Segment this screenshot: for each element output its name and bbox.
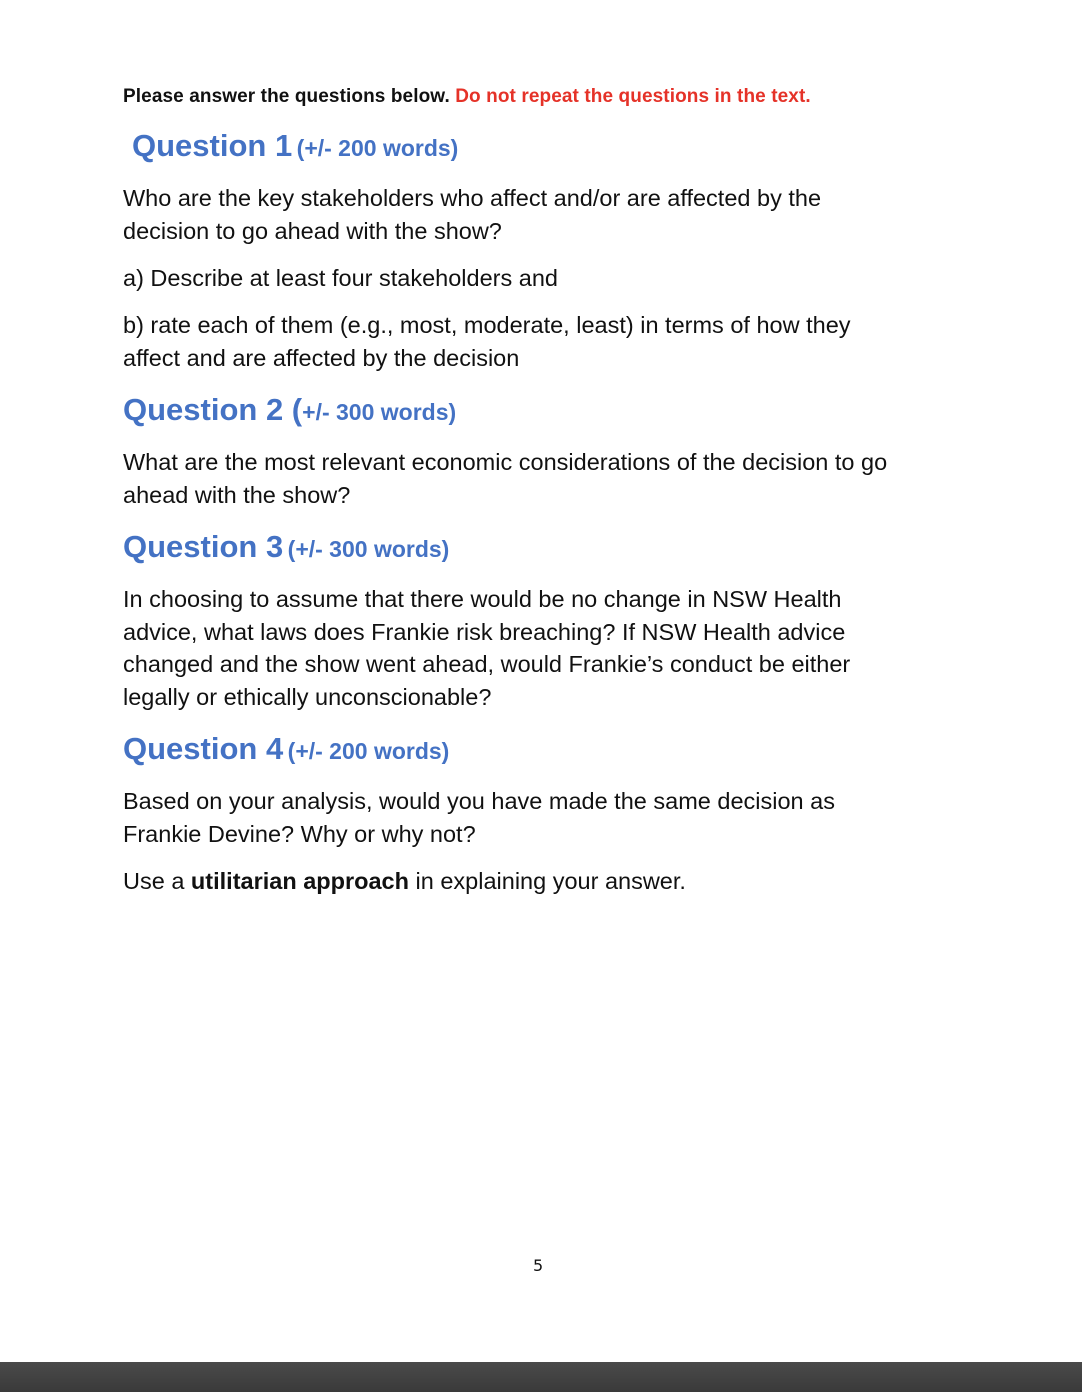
utilitarian-approach-emphasis: utilitarian approach xyxy=(190,868,409,894)
instruction-text: Please answer the questions below. xyxy=(123,86,456,107)
page-number: 5 xyxy=(533,1256,544,1275)
instruction-line xyxy=(123,86,811,108)
question-4-heading xyxy=(123,731,449,767)
question-2-title: Question 2 ( xyxy=(123,392,303,427)
question-2-word-count: +/- 300 words) xyxy=(302,399,457,425)
question-3-word-count: (+/- 300 words) xyxy=(287,536,450,562)
instruction-warning: Do not repeat the questions in the text. xyxy=(455,86,811,107)
question-3-title: Question 3 xyxy=(123,529,284,564)
question-1-heading xyxy=(132,128,458,164)
question-4-word-count: (+/- 200 words) xyxy=(287,738,450,764)
question-2-heading xyxy=(123,392,456,428)
question-1-title: Question 1 xyxy=(132,128,293,163)
approach-instruction: Use a utilitarian approach in explaining your answer. xyxy=(123,868,686,894)
viewer-bottom-bar xyxy=(0,1362,1082,1392)
question-3-paragraph: In choosing to assume that there would be no change in NSW Health advice, what laws does Frankie risk breaching? If NSW Health advice changed and the show went ahead, would Frankie’s conduct be either legally or ethically unconscionable? xyxy=(123,586,851,710)
question-1-paragraph-1: Who are the key stakeholders who affect and/or are affected by the decision to go ahead with the show? xyxy=(123,185,822,244)
question-3-heading xyxy=(123,529,449,565)
question-1-word-count: (+/- 200 words) xyxy=(296,135,459,161)
question-4-title: Question 4 xyxy=(123,731,284,766)
question-1-item-a: a) Describe at least four stakeholders and xyxy=(123,265,558,291)
question-2-paragraph: What are the most relevant economic considerations of the decision to go ahead with the show? xyxy=(123,449,888,508)
question-1-item-b: b) rate each of them (e.g., most, moderate, least) in terms of how they affect and are affected by the decision xyxy=(123,312,851,371)
question-4-paragraph: Based on your analysis, would you have made the same decision as Frankie Devine? Why or why not? xyxy=(123,788,835,847)
